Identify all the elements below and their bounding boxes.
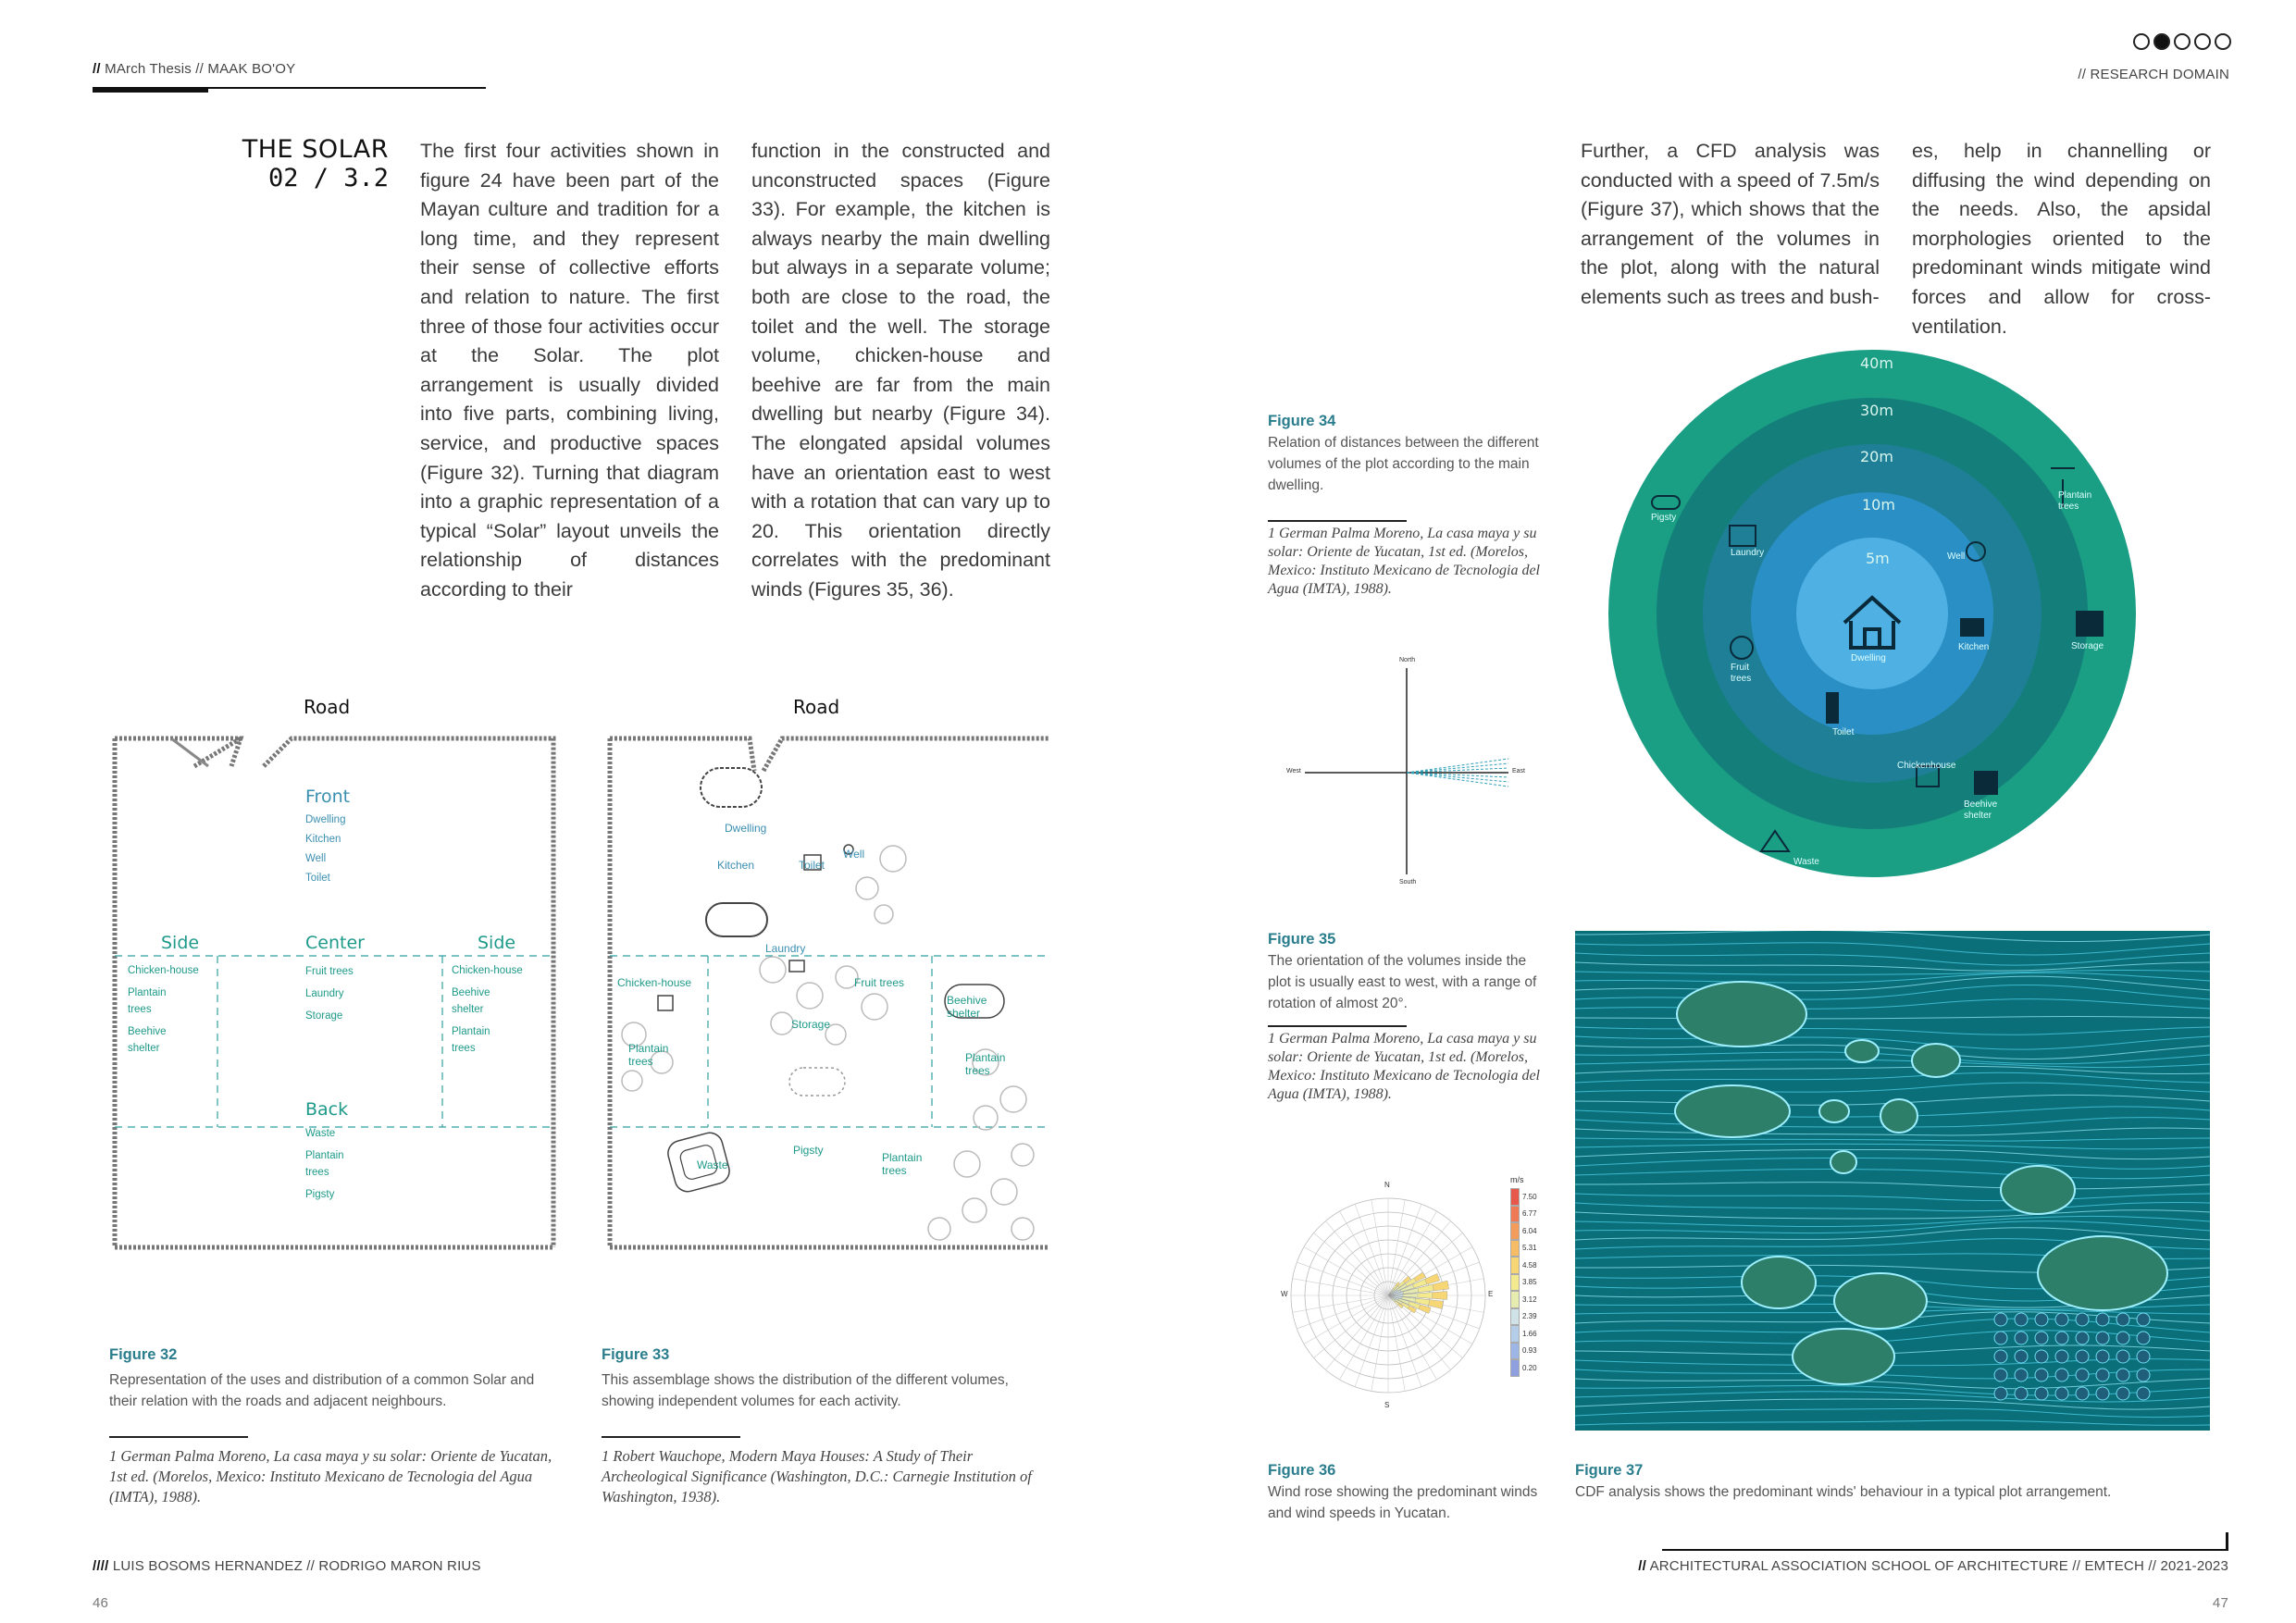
zone-front-title: Front <box>305 787 351 807</box>
plan-label: Plantain trees <box>965 1051 1006 1077</box>
cfd-volume <box>1742 1257 1816 1308</box>
legend-entry: 3.85 <box>1510 1274 1537 1292</box>
body-column-2: function in the constructed and unconstructed spaces (Figure 33). For example, the kitchen is always nearby the main dwelling but always in a separate volume; both are close to the road, the toilet and the well. The storage volume, chicken-house and beehive are far from the main dwelling but nearby (Figure 34). The elongated apsidal volumes have an orientation east to west with a rotation that can vary up to 20. This orientation directly correlates with the predominant winds (Figures 35, 36). <box>751 140 1050 601</box>
legend-entry: 4.58 <box>1510 1257 1537 1274</box>
ring-label-30m: 30m <box>1860 402 1893 419</box>
plan-label: Pigsty <box>793 1144 824 1157</box>
footnote-rule <box>1268 1025 1407 1027</box>
plan-label: Dwelling <box>725 822 767 835</box>
cfd-volume <box>1677 982 1806 1047</box>
zone-item: Toilet <box>305 873 330 884</box>
plan-label: Storage <box>791 1018 831 1031</box>
zone-item: Fruit trees <box>305 966 354 977</box>
speed-legend <box>1510 1188 1537 1377</box>
figure-34-caption <box>1268 413 1545 496</box>
figure-37-caption <box>1575 1462 2214 1503</box>
plan-label: Fruit trees <box>854 976 905 989</box>
figure-32-caption <box>109 1346 563 1412</box>
plan-label: Toilet <box>799 859 825 872</box>
figure-34-title: Figure 34 <box>1268 413 1336 429</box>
plan-label: Chicken-house <box>617 976 692 989</box>
cfd-volume <box>2001 1166 2075 1214</box>
zone-center-title: Center <box>305 933 365 953</box>
running-header-left: // MArch Thesis // MAAK BO'OY <box>93 61 296 77</box>
zone-side-left <box>128 933 211 1057</box>
body-column-4: es, help in channelling or diffusing the wind depending on the needs. Also, the apsidal morphologies oriented to the predominant winds mitigate wind forces and allow for cross-ventilation. <box>1912 140 2211 338</box>
cfd-volume <box>2038 1236 2167 1310</box>
figure-34-footnote: 1 German Palma Moreno, La casa maya y su solar: Oriente de Yucatan, 1st ed. (Morelos, Mexico: Instituto Mexicano de Tecnologia del Agua (IMTA), 1988). <box>1268 526 1540 597</box>
item-label: Well <box>1947 551 1966 562</box>
section-title-block <box>185 135 389 192</box>
zone-item: Chicken-house <box>128 965 199 976</box>
item-label: Chickenhouse <box>1897 761 1956 771</box>
legend-entry: 1.66 <box>1510 1325 1537 1343</box>
legend-entry: 3.12 <box>1510 1291 1537 1308</box>
plan-label: Laundry <box>765 942 806 955</box>
zone-center <box>305 933 365 1027</box>
cfd-volume <box>1819 1100 1849 1122</box>
footnote-rule <box>109 1436 248 1438</box>
zone-item: Kitchen <box>305 834 341 845</box>
compass-e: E <box>1488 1290 1494 1298</box>
running-header-right: // RESEARCH DOMAIN <box>2078 67 2229 82</box>
item-label: Dwelling <box>1851 653 1886 663</box>
compass-n: North <box>1399 657 1416 663</box>
item-label: Storage <box>2071 641 2104 651</box>
compass-n: N <box>1384 1181 1390 1189</box>
plan-label: Waste <box>697 1158 728 1171</box>
figure-35-orientation <box>1286 657 1527 888</box>
footnote-rule <box>602 1436 740 1438</box>
zone-item: Plantain trees <box>128 987 167 1015</box>
legend-entry: 0.93 <box>1510 1343 1537 1360</box>
zone-back <box>305 1099 361 1203</box>
legend-entry: 5.31 <box>1510 1240 1537 1258</box>
item-label: Fruit trees <box>1731 663 1752 684</box>
compass-s: South <box>1399 879 1417 886</box>
footnote-rule <box>1268 520 1407 522</box>
item-label: Waste <box>1793 857 1819 867</box>
road-label: Road <box>304 696 351 718</box>
page-number-left: 46 <box>93 1595 109 1611</box>
compass-w: W <box>1281 1290 1288 1298</box>
progress-dots <box>2129 33 2231 55</box>
figure-33-plan <box>597 685 1060 1277</box>
running-footer-left: //// LUIS BOSOMS HERNANDEZ // RODRIGO MARON RIUS <box>93 1558 481 1574</box>
section-title: THE SOLAR <box>242 135 389 164</box>
figure-33-footnote: 1 Robert Wauchope, Modern Maya Houses: A Study of Their Archeological Significance (Washington, D.C.: Carnegie Institution of Washington, 1938). <box>602 1447 1032 1505</box>
figure-34-distance-diagram <box>1608 350 2136 877</box>
plan-label: Plantain trees <box>628 1042 669 1068</box>
legend-entry: 2.39 <box>1510 1308 1537 1326</box>
zone-item: Laundry <box>305 988 344 999</box>
figure-32-footnote: 1 German Palma Moreno, La casa maya y su solar: Oriente de Yucatan, 1st ed. (Morelos, Mexico: Instituto Mexicano de Tecnologia del Agua (IMTA), 1988). <box>109 1447 552 1505</box>
ring-label-40m: 40m <box>1860 354 1893 372</box>
figure-35-caption <box>1268 931 1545 1014</box>
zone-side-title: Side <box>478 933 516 953</box>
figure-36-text: Wind rose showing the predominant winds and wind speeds in Yucatan. <box>1268 1484 1538 1521</box>
figure-37-cfd-image <box>1575 931 2210 1431</box>
figure-34-text: Relation of distances between the different volumes of the plot according to the main dwelling. <box>1268 435 1539 493</box>
compass-s: S <box>1384 1401 1390 1409</box>
compass-w: West <box>1286 768 1301 774</box>
plan-label: Beehive shelter <box>947 994 987 1020</box>
zone-item: Waste <box>305 1128 336 1139</box>
cfd-volume <box>1880 1099 1917 1133</box>
ring-label-20m: 20m <box>1860 448 1893 465</box>
zone-item: Plantain trees <box>452 1026 490 1054</box>
item-label: Kitchen <box>1958 642 1990 652</box>
zone-item: Dwelling <box>305 814 346 825</box>
zone-side-title: Side <box>161 933 200 953</box>
figure-35-text: The orientation of the volumes inside the plot is usually east to west, with a range of rotation of almost 20°. <box>1268 953 1537 1011</box>
item-label: Pigsty <box>1651 513 1677 523</box>
figure-33-title: Figure 33 <box>602 1346 670 1363</box>
zone-item: Storage <box>305 1010 343 1022</box>
legend-unit: m/s <box>1510 1175 1524 1184</box>
zone-item: Beehive shelter <box>452 987 490 1015</box>
compass-e: East <box>1512 768 1526 774</box>
figure-32-title: Figure 32 <box>109 1346 178 1363</box>
cfd-volume <box>1845 1040 1879 1062</box>
cfd-volume <box>1834 1273 1927 1329</box>
plan-label: Kitchen <box>717 859 755 872</box>
zone-back-title: Back <box>305 1099 349 1120</box>
plan-label: Well <box>843 848 865 861</box>
figure-35-title: Figure 35 <box>1268 931 1336 948</box>
cfd-volume <box>1831 1151 1856 1173</box>
zone-item: Beehive shelter <box>128 1026 167 1054</box>
zone-item: Well <box>305 853 327 864</box>
figure-32-text: Representation of the uses and distribution of a common Solar and their relation with the roads and adjacent neighbours. <box>109 1372 535 1409</box>
legend-entry: 7.50 <box>1510 1188 1537 1206</box>
figure-33-caption <box>602 1346 1055 1412</box>
legend-entry: 6.77 <box>1510 1206 1537 1223</box>
item-label: Laundry <box>1731 548 1765 558</box>
figure-36-caption <box>1268 1462 1545 1524</box>
item-label: Beehive shelter <box>1964 799 1998 821</box>
item-label: Toilet <box>1832 727 1855 737</box>
ring-label-10m: 10m <box>1862 496 1895 514</box>
figure-37-title: Figure 37 <box>1575 1462 1644 1479</box>
page-number-right: 47 <box>2212 1595 2228 1611</box>
figure-36-title: Figure 36 <box>1268 1462 1336 1479</box>
zone-item: Chicken-house <box>452 965 523 976</box>
ring-label-5m: 5m <box>1866 550 1890 567</box>
figure-32-plan <box>102 685 565 1277</box>
section-number: 02 / 3.2 <box>267 164 389 192</box>
item-label: Plantain trees <box>2058 490 2092 512</box>
legend-entry: 6.04 <box>1510 1222 1537 1240</box>
zone-item: Pigsty <box>305 1189 335 1200</box>
plan-label: Plantain trees <box>882 1151 923 1177</box>
header-rule-accent <box>93 87 208 93</box>
road-label: Road <box>793 696 840 718</box>
body-column-3: Further, a CFD analysis was conducted with a speed of 7.5m/s (Figure 37), which shows that the arrangement of the volumes in the plot, along with the natural elements such as trees and bush- <box>1581 140 1880 308</box>
figure-33-text: This assemblage shows the distribution of the different volumes, showing independent volumes for each activity. <box>602 1372 1009 1409</box>
cfd-volume <box>1675 1085 1790 1137</box>
running-footer-right: // ARCHITECTURAL ASSOCIATION SCHOOL OF ARCHITECTURE // EMTECH // 2021-2023 <box>1638 1558 2228 1574</box>
figure-36-wind-rose <box>1277 1175 1564 1416</box>
zone-item: Plantain trees <box>305 1150 344 1178</box>
figure-37-text: CDF analysis shows the predominant winds' behaviour in a typical plot arrangement. <box>1575 1484 2112 1500</box>
footer-rule-tick <box>2226 1532 2228 1551</box>
footer-rule <box>1662 1549 2228 1551</box>
body-column-1: The first four activities shown in figure 24 have been part of the Mayan culture and tradition for a long time, and they represent their sense of collective efforts and relation to nature. The first three of those four activities occur at the Solar. The plot arrangement is usually divided into five parts, combining living, service, and productive spaces (Figure 32). Turning that diagram into a graphic representation of a typical “Solar” layout unveils the relationship of distances according to their <box>420 140 719 601</box>
figure-35-footnote: 1 German Palma Moreno, La casa maya y su solar: Oriente de Yucatan, 1st ed. (Morelos, Mexico: Instituto Mexicano de Tecnologia del Agua (IMTA), 1988). <box>1268 1031 1540 1102</box>
cfd-volume <box>1912 1044 1960 1077</box>
zone-side-right <box>452 933 535 1057</box>
zone-front <box>305 787 350 888</box>
cfd-volume <box>1793 1329 1894 1384</box>
legend-entry: 0.20 <box>1510 1359 1537 1377</box>
